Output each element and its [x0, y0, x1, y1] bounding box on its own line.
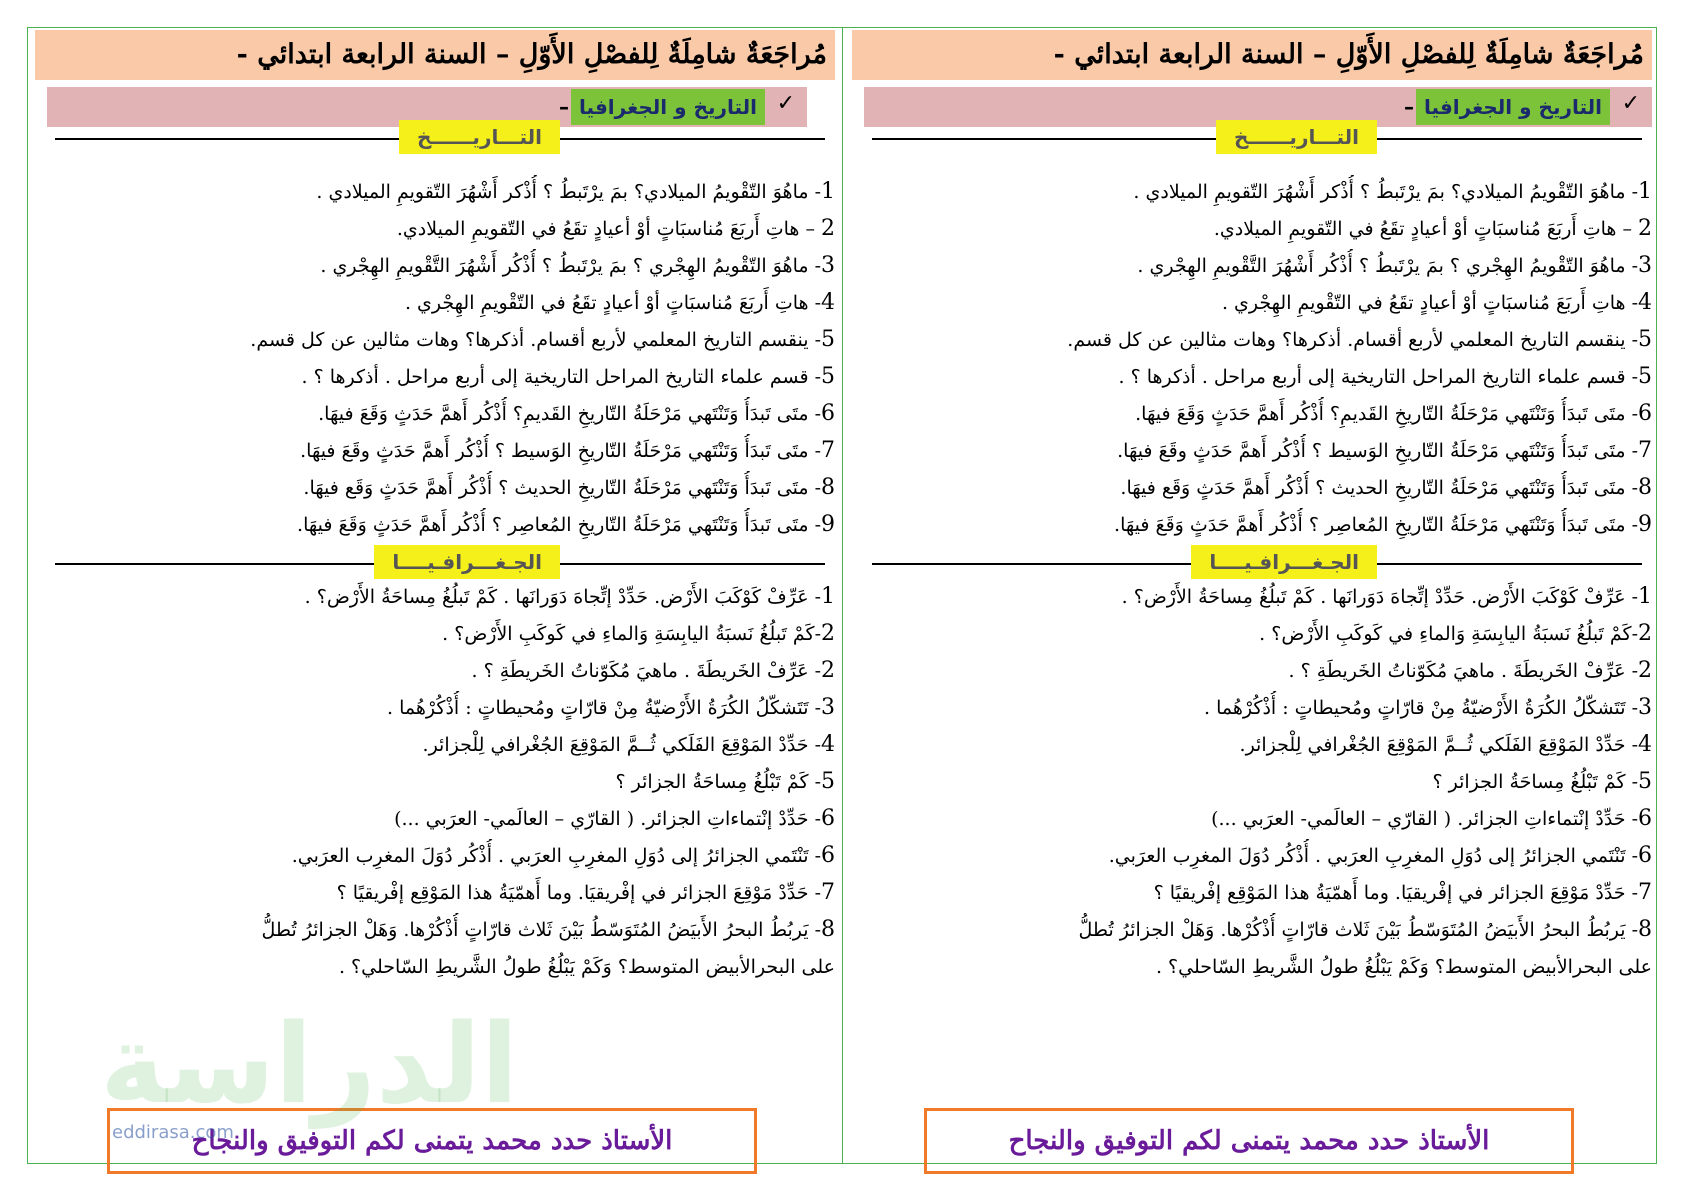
question-item: 6- تَنْتَمي الجزائرُ إلى دُوَلِ المغرِبِ العرَبي . أُذْكُر دُوَلَ المغرِب العرَبي. — [291, 843, 835, 868]
question-item: 5- قسم علماء التاريخ المراحل التاريخية إلى أربع مراحل . أذكرها ؟ . — [1118, 364, 1652, 389]
subject-dash: – — [1404, 95, 1414, 119]
footer-box — [924, 1108, 1574, 1174]
question-item: 3- ماهُوَ التّقْويمُ الهِجْري ؟ بمَ يرْتَبطُ ؟ أُذْكُر أَشْهُرَ التَّقْويمِ الهِجْري . — [1137, 253, 1652, 278]
question-item: 3- تَتَشكّلُ الكُرَةُ الأَرْضيّةُ مِنْ قارّاتٍ ومُحيطاتٍ : أُذْكُرْهُما . — [1204, 695, 1652, 720]
question-continuation: على البحرالأبيض المتوسط؟ وَكَمْ يَبْلُغُ طولُ الشَّريطِ السّاحلي؟ . — [338, 956, 835, 978]
question-item: 5- قسم علماء التاريخ المراحل التاريخية إلى أربع مراحل . أذكرها ؟ . — [301, 364, 835, 389]
question-item: 8- متَى تَبدَأُ وَتَنْتَهي مَرْحَلَةُ التّاريخِ الحديث ؟ أُذْكُر أَهمَّ حَدَثٍ وَقَع فيهَا. — [303, 475, 835, 500]
question-item: 2- عَرِّفْ الخَريطَةَ . ماهيَ مُكَوّناتُ الخَريطَةِ ؟ . — [471, 658, 835, 683]
geography-section-header — [35, 545, 835, 579]
question-item: 8- متَى تَبدَأُ وَتَنْتَهي مَرْحَلَةُ التّاريخِ الحديث ؟ أُذْكُر أَهمَّ حَدَثٍ وَقَع فيهَا. — [1120, 475, 1652, 500]
page-title: مُراجَعَةٌ شامِلَةٌ لِلفصْلِ الأَوّلِ – السنة الرابعة ابتدائي - — [35, 30, 835, 80]
question-item: 4- هاتِ أَربَعَ مُناسبَاتٍ أوْ أعيادٍ تقَعُ في التّقْويمِ الهِجْري . — [404, 290, 835, 315]
question-item: 1- عَرِّفْ كَوْكَبَ الأَرْض. حَدِّدْ إتِّجاهَ دَوَرانَها . كَمْ تَبلُغُ مِساحَةُ الأَرْض؟ . — [304, 584, 835, 609]
check-icon: ✓ — [1621, 91, 1640, 116]
question-item: 1- عَرِّفْ كَوْكَبَ الأَرْض. حَدِّدْ إتِّجاهَ دَوَرانَها . كَمْ تَبلُغُ مِساحَةُ الأَرْض؟ . — [1121, 584, 1652, 609]
question-item: 2-كَمْ تَبلُغُ نَسبَةُ اليابِسَةِ وَالماءِ في كَوكَبِ الأَرْض؟ . — [442, 621, 835, 646]
question-item: 7- حَدِّدْ مَوْقِعَ الجزائر في إفْريقيَا. وما أَهمّيَةُ هذا المَوْقِع إفْريقيًا ؟ — [336, 880, 835, 905]
question-item: 5- كَمْ تَبْلُغُ مِساحَةُ الجزائر ؟ — [615, 769, 835, 794]
question-item: 8- يَربُطُ البحرُ الأَبيَضُ المُتَوَسّطُ بَيْنَ ثَلاث قارّاتٍ أُذْكُرْها. وَهَلْ الجزائرُ تُطلُّ — [1078, 917, 1652, 942]
question-item: 6- متَى تَبدَأُ وَتَنْتَهي مَرْحَلَةُ التّاريخِ القَديمِ؟ أُذْكُر أَهمَّ حَدَثٍ وَقَعَ فيهَا. — [1135, 401, 1652, 426]
left-column — [35, 30, 835, 1160]
history-label: التـــاريــــــخ — [399, 120, 560, 154]
question-continuation: على البحرالأبيض المتوسط؟ وَكَمْ يَبْلُغُ طولُ الشَّريطِ السّاحلي؟ . — [1155, 956, 1652, 978]
question-item: 2- عَرِّفْ الخَريطَةَ . ماهيَ مُكَوّناتُ الخَريطَةِ ؟ . — [1288, 658, 1652, 683]
geography-label: الجـغـــرافـيــــا — [374, 545, 560, 579]
question-item: 7- متَى تَبدَأُ وَتَنْتَهي مَرْحَلَةُ التّاريخِ الوَسيط ؟ أُذْكُر أَهمَّ حَدَثٍ وقَعَ فيهَا. — [300, 438, 835, 463]
history-section-header — [35, 120, 835, 154]
check-icon: ✓ — [776, 91, 795, 116]
watermark-url: eddirasa.com — [112, 1122, 234, 1143]
footer-text: الأستاذ حدد محمد يتمنى لكم التوفيق والنجاح — [1008, 1126, 1490, 1156]
watermark-logo: الدراسة — [100, 1000, 519, 1128]
subject-label: التاريخ و الجغرافيا — [1416, 89, 1610, 125]
right-column — [852, 30, 1652, 1160]
question-item: 7- حَدِّدْ مَوْقِعَ الجزائر في إفْريقيَا. وما أَهمّيَةُ هذا المَوْقِع إفْريقيًا ؟ — [1153, 880, 1652, 905]
question-item: 5- ينقسم التاريخ المعلمي لأربع أقسام. أذكرها؟ وهات مثالين عن كل قسم. — [250, 327, 835, 352]
column-divider — [842, 27, 843, 1164]
history-label: التـــاريــــــخ — [1216, 120, 1377, 154]
subject-label: التاريخ و الجغرافيا — [571, 89, 765, 125]
subject-dash: – — [559, 95, 569, 119]
question-item: 2 – هاتِ أَربَعَ مُناسبَاتٍ أوْ أعيادٍ تقَعُ في التّقويمِ الميلادي. — [396, 216, 835, 241]
question-item: 3- ماهُوَ التّقْويمُ الهِجْري ؟ بمَ يرْتَبطُ ؟ أُذْكُر أَشْهُرَ التَّقْويمِ الهِجْري . — [320, 253, 835, 278]
geography-label: الجـغـــرافـيــــا — [1191, 545, 1377, 579]
question-item: 5- ينقسم التاريخ المعلمي لأربع أقسام. أذكرها؟ وهات مثالين عن كل قسم. — [1067, 327, 1652, 352]
question-item: 8- يَربُطُ البحرُ الأَبيَضُ المُتَوَسّطُ بَيْنَ ثَلاث قارّاتٍ أُذْكُرْها. وَهَلْ الجزائرُ تُطلُّ — [261, 917, 835, 942]
question-item: 6- حَدِّدْ إنْتماءاتِ الجزائر. ( القارّي – العالَمي- العرَبي ...) — [1211, 806, 1652, 831]
question-item: 4- هاتِ أَربَعَ مُناسبَاتٍ أوْ أعيادٍ تقَعُ في التّقْويمِ الهِجْري . — [1221, 290, 1652, 315]
question-item: 9- متَى تَبدَأُ وَتَنْتَهي مَرْحَلَةُ التّاريخِ المُعاصِر ؟ أُذْكُر أَهمَّ حَدَثٍ وَقَعَ فيهَا. — [1114, 512, 1652, 537]
history-section-header — [852, 120, 1652, 154]
question-item: 4- حَدِّدْ المَوْقِعَ الفَلَكي ثُــمَّ المَوْقِعَ الجُغْرافي لِلْجزائر. — [1239, 732, 1652, 757]
question-item: 5- كَمْ تَبْلُغُ مِساحَةُ الجزائر ؟ — [1432, 769, 1652, 794]
question-item: 6- تَنْتَمي الجزائرُ إلى دُوَلِ المغرِبِ العرَبي . أُذْكُر دُوَلَ المغرِب العرَبي. — [1108, 843, 1652, 868]
footer-text: الأستاذ حدد محمد يتمنى لكم التوفيق والنجاح — [191, 1126, 673, 1156]
question-item: 3- تَتَشكّلُ الكُرَةُ الأَرْضيّةُ مِنْ قارّاتٍ ومُحيطاتٍ : أُذْكُرْهُما . — [387, 695, 835, 720]
page-title: مُراجَعَةٌ شامِلَةٌ لِلفصْلِ الأَوّلِ – السنة الرابعة ابتدائي - — [852, 30, 1652, 80]
question-item: 7- متَى تَبدَأُ وَتَنْتَهي مَرْحَلَةُ التّاريخِ الوَسيط ؟ أُذْكُر أَهمَّ حَدَثٍ وقَعَ فيهَا. — [1117, 438, 1652, 463]
geography-section-header — [852, 545, 1652, 579]
question-item: 6- حَدِّدْ إنْتماءاتِ الجزائر. ( القارّي – العالَمي- العرَبي ...) — [394, 806, 835, 831]
question-item: 2-كَمْ تَبلُغُ نَسبَةُ اليابِسَةِ وَالماءِ في كَوكَبِ الأَرْض؟ . — [1259, 621, 1652, 646]
question-item: 1- ماهُوَ التّقْويمُ الميلادي؟ بمَ يرْتَبطُ ؟ أُذْكر أَشْهُرَ التّقويمِ الميلادي . — [1133, 179, 1652, 204]
question-item: 9- متَى تَبدَأُ وَتَنْتَهي مَرْحَلَةُ التّاريخِ المُعاصِر ؟ أُذْكُر أَهمَّ حَدَثٍ وَقَعَ فيهَا. — [297, 512, 835, 537]
question-item: 4- حَدِّدْ المَوْقِعَ الفَلَكي ثُــمَّ المَوْقِعَ الجُغْرافي لِلْجزائر. — [422, 732, 835, 757]
question-item: 6- متَى تَبدَأُ وَتَنْتَهي مَرْحَلَةُ التّاريخِ القَديمِ؟ أُذْكُر أَهمَّ حَدَثٍ وَقَعَ فيهَا. — [318, 401, 835, 426]
question-item: 2 – هاتِ أَربَعَ مُناسبَاتٍ أوْ أعيادٍ تقَعُ في التّقويمِ الميلادي. — [1213, 216, 1652, 241]
question-item: 1- ماهُوَ التّقْويمُ الميلادي؟ بمَ يرْتَبطُ ؟ أُذْكر أَشْهُرَ التّقويمِ الميلادي . — [316, 179, 835, 204]
